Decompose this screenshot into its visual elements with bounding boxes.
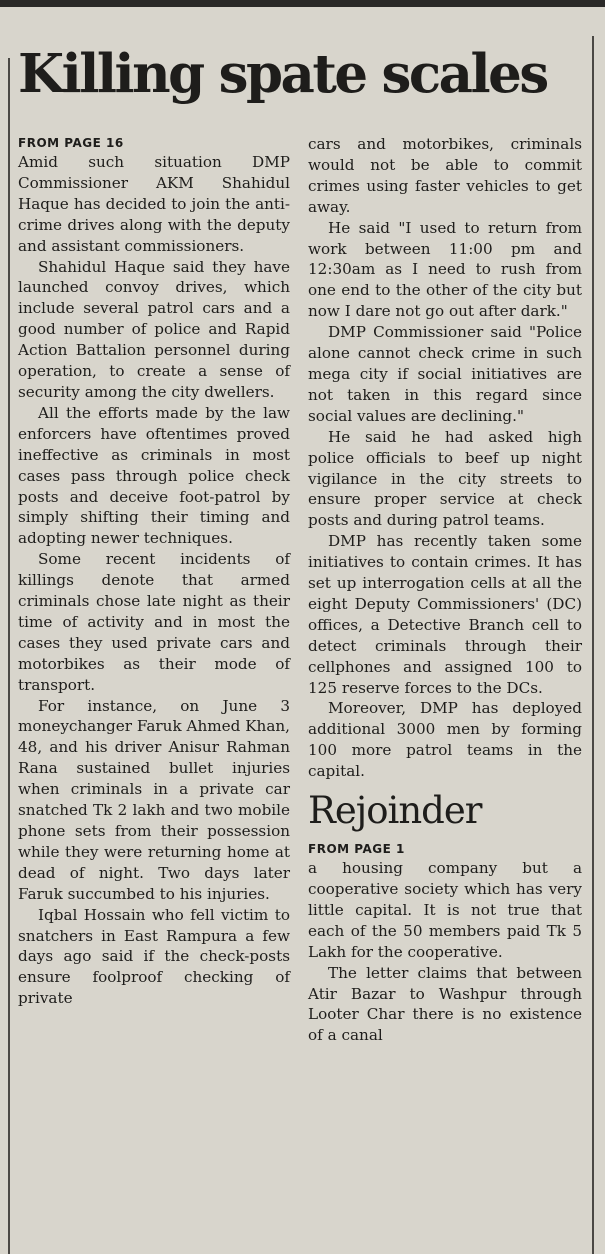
paragraph: He said "I used to return from work between 11:00 pm and 12:30am as I need to rush from one end to the other of the city but now I dare not go out after dark." [308, 218, 582, 321]
headline: Killing spate scales [18, 43, 547, 105]
paragraph: Moreover, DMP has deployed additional 3000 men by forming 100 more patrol teams in the capital. [308, 699, 582, 781]
paragraph: Amid such situation DMP Commissioner AKM Shahidul Haque has decided to join the anti-crime drives along with the deputy and assistant commissioners. [18, 153, 290, 255]
paragraph: He said he had asked high police officials to beef up night vigilance in the city streets to ensure proper service at check posts and during patrol teams. [308, 427, 582, 530]
article-right-column [308, 134, 582, 1046]
article-left-column [18, 134, 290, 1009]
paragraph: a housing company but a cooperative society which has very little capital. It is not true that each of the 50 members paid Tk 5 Lakh for the cooperative. [308, 859, 582, 961]
paragraph: Iqbal Hossain who fell victim to snatchers in East Rampura a few days ago said if the check-posts ensure foolproof checking of private [18, 905, 290, 1008]
paragraph: Some recent incidents of killings denote that armed criminals chose late night as their time of activity and in most the cases they used private cars and motorbikes as their mode of transport. [18, 550, 290, 694]
paragraph: Shahidul Haque said they have launched convoy drives, which include several patrol cars and a good number of police and Rapid Action Battalion personnel during operation, to create a sense of security among the city dwellers. [18, 257, 290, 401]
paragraph: The letter claims that between Atir Bazar to Washpur through Looter Char there is no existence of a canal [308, 963, 582, 1045]
top-border [0, 0, 605, 7]
continuation-kicker: FROM PAGE 16 [18, 136, 124, 150]
left-column-rule [8, 58, 10, 1254]
right-column-rule [592, 36, 594, 1254]
rejoinder-kicker: FROM PAGE 1 [308, 842, 405, 857]
rejoinder-headline: Rejoinder [308, 789, 482, 833]
paragraph: cars and motorbikes, criminals would not be able to commit crimes using faster vehicles to get away. [308, 135, 582, 216]
paragraph: DMP has recently taken some initiatives to contain crimes. It has set up interrogation cells at all the eight Deputy Commissioners' (DC) offices, a Detective Branch cell to detect criminals through their cellphones and assigned 100 to 125 reserve forces to the DCs. [308, 532, 582, 697]
paragraph: For instance, on June 3 moneychanger Faruk Ahmed Khan, 48, and his driver Anisur Rahman Rana sustained bullet injuries when criminals in a private car snatched Tk 2 lakh and two mobile phone sets from their possession while they were returning home at dead of night. Two days later Faruk succumbed to his injuries. [18, 696, 290, 903]
paragraph: All the efforts made by the law enforcers have oftentimes proved ineffective as criminals in most cases pass through police check posts and deceive foot-patrol by simply shifting their timing and adopting newer techniques. [18, 403, 290, 548]
paragraph: DMP Commissioner said "Police alone cannot check crime in such mega city if social initiatives are not taken in this regard since social values are declining." [308, 323, 582, 425]
